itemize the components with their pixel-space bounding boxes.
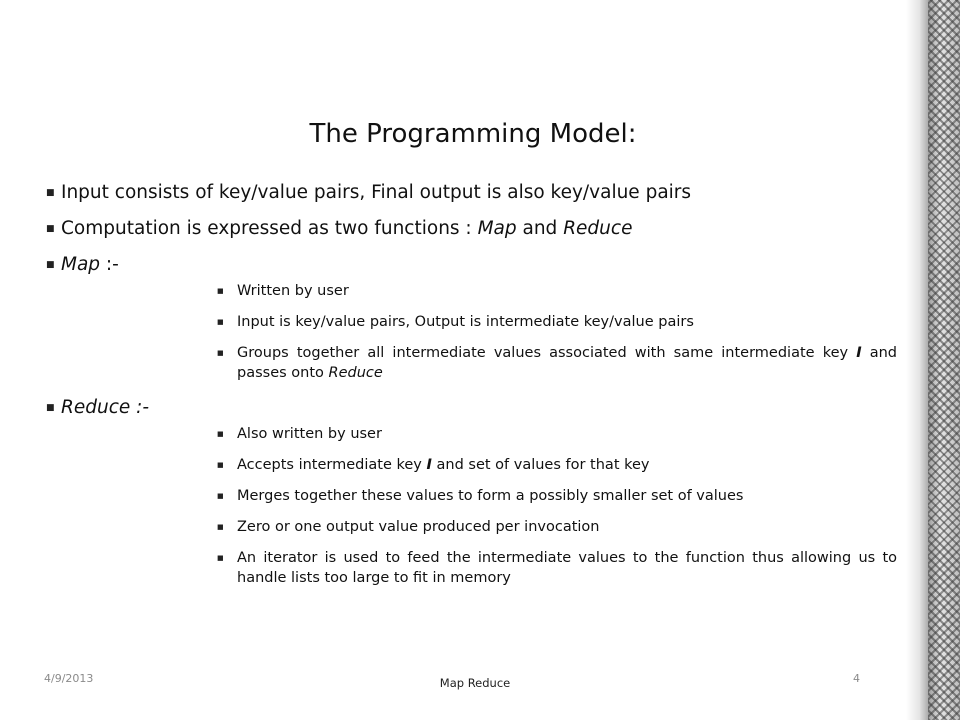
square-bullet-icon: ■: [217, 318, 224, 326]
sub-bullet-list: [217, 424, 897, 588]
slide-edge-shadow: [906, 0, 928, 720]
bullet-emphasis: Reduce: [563, 218, 633, 239]
sub-bullet-text: Zero or one output value produced per invocation: [237, 519, 600, 535]
sub-bullet-item: [217, 455, 897, 475]
bullet-text: :-: [100, 254, 119, 275]
square-bullet-icon: ■: [217, 492, 224, 500]
square-bullet-icon: ■: [217, 349, 224, 357]
bold-italic-key: I: [426, 457, 432, 473]
slide-title: The Programming Model:: [309, 119, 637, 149]
bullet-emphasis: Reduce: [328, 365, 383, 381]
bullet-text: and: [516, 218, 564, 239]
bullet-text: Computation is expressed as two functions :: [61, 218, 478, 239]
bullet-item: [44, 215, 874, 243]
sub-bullet-item: [217, 486, 897, 506]
square-bullet-icon: ■: [217, 554, 224, 562]
square-bullet-icon: ■: [46, 188, 55, 198]
bullet-text: Input consists of key/value pairs, Final output is also key/value pairs: [61, 182, 692, 203]
bullet-emphasis: Map: [61, 254, 101, 275]
decorative-right-band: [928, 0, 960, 720]
bullet-list: [44, 179, 897, 599]
square-bullet-icon: ■: [217, 523, 224, 531]
sub-bullet-text: and passes onto: [237, 345, 897, 381]
sub-bullet-item: [217, 517, 897, 537]
sub-bullet-item: [217, 424, 897, 444]
sub-bullet-text: Input is key/value pairs, Output is intermediate key/value pairs: [237, 314, 694, 330]
sub-bullet-text: and set of values for that key: [431, 457, 650, 473]
bullet-emphasis: Reduce :-: [61, 397, 150, 418]
sub-bullet-text: Accepts intermediate key: [237, 457, 427, 473]
sub-bullet-text: An iterator is used to feed the intermediate values to the function thus allowing us to handle lists too large to fit in memory: [237, 550, 897, 586]
footer-date: 4/9/2013: [44, 672, 94, 685]
footer-title: Map Reduce: [439, 676, 511, 690]
sub-bullet-list: [217, 281, 897, 383]
sub-bullet-item: [217, 548, 897, 588]
bullet-item-reduce: [44, 394, 897, 588]
bold-italic-key: I: [856, 345, 862, 361]
square-bullet-icon: ■: [217, 461, 224, 469]
bullet-item: [44, 179, 874, 207]
square-bullet-icon: ■: [46, 260, 55, 270]
sub-bullet-item: [217, 281, 897, 301]
bullet-item-map: [44, 251, 897, 383]
bullet-emphasis: Map: [477, 218, 517, 239]
sub-bullet-text: Groups together all intermediate values associated with same intermediate key: [237, 345, 857, 361]
sub-bullet-text: Merges together these values to form a possibly smaller set of values: [237, 488, 744, 504]
sub-bullet-item: [217, 312, 897, 332]
slide-number: 4: [853, 672, 860, 685]
square-bullet-icon: ■: [217, 430, 224, 438]
square-bullet-icon: ■: [46, 403, 55, 413]
sub-bullet-item: [217, 343, 897, 383]
square-bullet-icon: ■: [217, 287, 224, 295]
sub-bullet-text: Also written by user: [237, 426, 382, 442]
square-bullet-icon: ■: [46, 224, 55, 234]
sub-bullet-text: Written by user: [237, 283, 349, 299]
